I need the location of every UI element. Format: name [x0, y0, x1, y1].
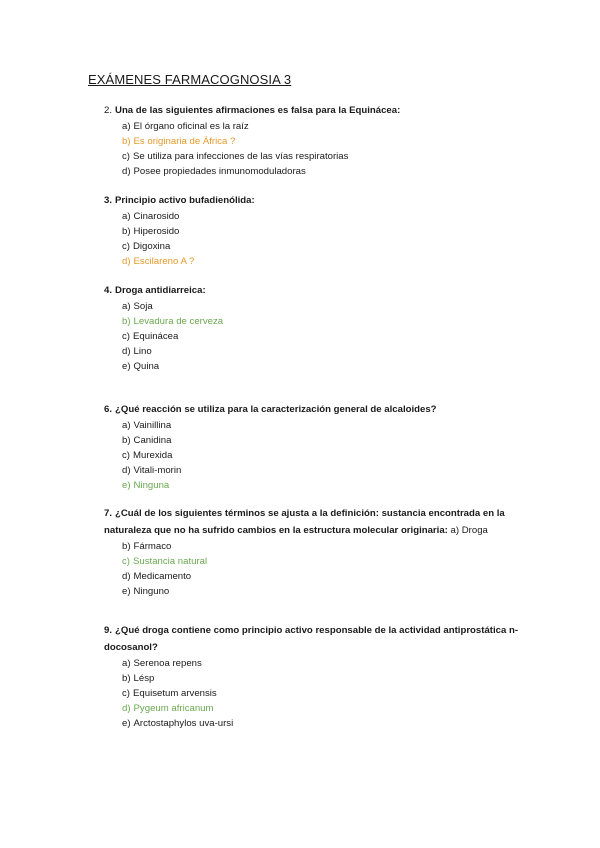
option-text: El órgano oficinal es la raíz — [133, 121, 249, 132]
option-letter: c) — [122, 331, 130, 342]
option-text: Fármaco — [133, 541, 172, 552]
option-letter: d) — [122, 256, 131, 267]
question-statement: Droga antidiarreica: — [115, 285, 206, 296]
option-letter: b) — [122, 435, 131, 446]
question-number: 3. — [104, 195, 113, 206]
question-statement: ¿Qué reacción se utiliza para la caracterización general de alcaloides? — [115, 404, 437, 415]
question-block — [104, 282, 524, 374]
option-text: Murexida — [133, 450, 173, 461]
option-text: Hiperosido — [133, 226, 180, 237]
question-number: 9. — [104, 625, 113, 636]
option-list — [104, 418, 524, 493]
option-letter: c) — [122, 556, 130, 567]
option-letter: b) — [122, 136, 131, 147]
option-item — [122, 539, 524, 554]
option-item — [122, 418, 524, 433]
option-item — [122, 463, 524, 478]
option-text: Sustancia natural — [133, 556, 208, 567]
option-item — [122, 209, 524, 224]
question-number: 6. — [104, 404, 113, 415]
option-item — [122, 656, 524, 671]
question-number: 4. — [104, 285, 113, 296]
option-item-highlighted — [122, 478, 524, 493]
option-text: Equisetum arvensis — [133, 688, 217, 699]
option-letter: b) — [122, 316, 131, 327]
option-letter: c) — [122, 241, 130, 252]
option-item — [122, 239, 524, 254]
option-item-highlighted — [122, 134, 524, 149]
option-text: Quina — [133, 361, 160, 372]
option-item — [122, 164, 524, 179]
option-list — [104, 656, 524, 731]
option-letter: d) — [122, 571, 131, 582]
option-letter: d) — [122, 346, 131, 357]
option-text: Canidina — [133, 435, 172, 446]
option-text: Se utiliza para infecciones de las vías respiratorias — [133, 151, 349, 162]
option-letter: e) — [122, 718, 131, 729]
question-text — [104, 192, 524, 209]
option-item — [122, 149, 524, 164]
option-item — [122, 119, 524, 134]
option-letter: b) — [122, 541, 131, 552]
option-list — [104, 299, 524, 374]
option-text: Vainillina — [133, 420, 172, 431]
question-text — [104, 282, 524, 299]
question-statement: Principio activo bufadienólida: — [115, 195, 255, 206]
option-letter: c) — [122, 688, 130, 699]
option-text: Soja — [133, 301, 153, 312]
question-statement: ¿Qué droga contiene como principio activo responsable de la actividad antiprostática n-docosanol? — [104, 625, 519, 653]
question-block — [104, 505, 524, 599]
option-text: Lino — [133, 346, 152, 357]
option-text: Serenoa repens — [133, 658, 202, 669]
option-letter: b) — [122, 226, 131, 237]
question-block — [104, 401, 524, 493]
option-letter: e) — [122, 361, 131, 372]
option-letter: d) — [122, 166, 131, 177]
question-text — [104, 505, 524, 539]
option-item — [122, 299, 524, 314]
option-letter: a) — [122, 211, 131, 222]
option-text: Lésp — [133, 673, 155, 684]
option-item — [122, 569, 524, 584]
option-text: Medicamento — [133, 571, 192, 582]
option-text: Digoxina — [133, 241, 171, 252]
question-statement: Una de las siguientes afirmaciones es falsa para la Equinácea: — [115, 105, 401, 116]
question-text — [104, 102, 524, 119]
question-block — [104, 622, 524, 731]
question-number: 7. — [104, 508, 113, 519]
option-letter: e) — [122, 586, 131, 597]
option-item — [122, 686, 524, 701]
option-letter: d) — [122, 703, 131, 714]
option-text: Ninguna — [133, 480, 170, 491]
option-letter: b) — [122, 673, 131, 684]
option-item — [122, 716, 524, 731]
option-text: Equinácea — [133, 331, 179, 342]
option-letter: a) — [122, 658, 131, 669]
option-letter: e) — [122, 480, 131, 491]
inline-option: a) Droga — [450, 525, 488, 536]
question-block — [104, 192, 524, 269]
option-letter: c) — [122, 450, 130, 461]
option-text: Posee propiedades inmunomoduladoras — [133, 166, 306, 177]
option-item — [122, 344, 524, 359]
question-number: 2. — [104, 105, 113, 116]
page-title: EXÁMENES FARMACOGNOSIA 3 — [88, 72, 292, 87]
option-item — [122, 448, 524, 463]
option-list — [104, 119, 524, 179]
question-text — [104, 622, 524, 656]
option-letter: d) — [122, 465, 131, 476]
option-text: Pygeum africanum — [133, 703, 214, 714]
option-letter: a) — [122, 420, 131, 431]
option-item-highlighted — [122, 254, 524, 269]
option-item — [122, 671, 524, 686]
option-letter: a) — [122, 301, 131, 312]
question-statement: ¿Cuál de los siguientes términos se ajusta a la definición: sustancia encontrada en la naturaleza que no ha sufrido cambios en la estructura molecular originaria: — [104, 508, 505, 536]
option-text: Vitali-morin — [133, 465, 182, 476]
option-item — [122, 359, 524, 374]
option-text: Arctostaphylos uva-ursi — [133, 718, 234, 729]
option-text: Levadura de cerveza — [133, 316, 224, 327]
option-item — [122, 329, 524, 344]
option-item — [122, 224, 524, 239]
option-list — [104, 539, 524, 599]
option-letter: c) — [122, 151, 130, 162]
option-item-highlighted — [122, 554, 524, 569]
option-text: Ninguno — [133, 586, 170, 597]
option-text: Es originaria de África ? — [133, 136, 236, 147]
option-list — [104, 209, 524, 269]
option-letter: a) — [122, 121, 131, 132]
question-text — [104, 401, 524, 418]
option-item-highlighted — [122, 314, 524, 329]
option-item — [122, 584, 524, 599]
option-text: Escilareno A ? — [133, 256, 195, 267]
option-text: Cinarosido — [133, 211, 180, 222]
question-block — [104, 102, 524, 179]
option-item-highlighted — [122, 701, 524, 716]
option-item — [122, 433, 524, 448]
